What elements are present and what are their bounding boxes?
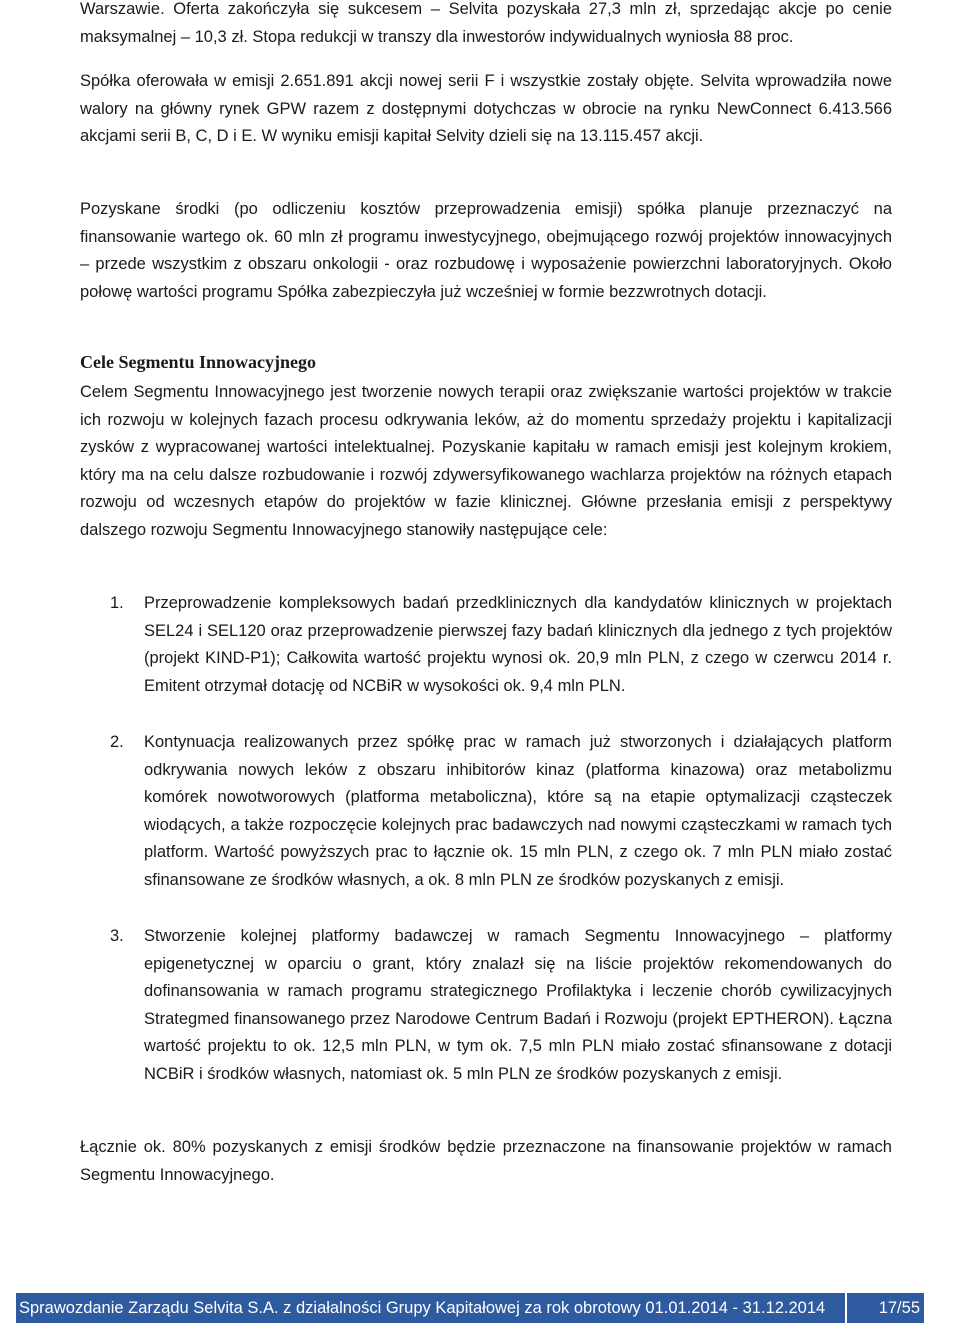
footer-divider [845, 1293, 847, 1323]
paragraph-segment-goals: Celem Segmentu Innowacyjnego jest tworzenie nowych terapii oraz zwiększanie wartości projektów w trakcie ich rozwoju w kolejnych fazach procesu odkrywania leków, aż do momentu sprzedaży projektu i kapitalizacji zysków z wypracowanej wartości intelektualnej. Pozyskanie kapitału w ramach emisji jest kolejnym krokiem, który ma na celu dalsze rozbudowanie i rozwój zdywersyfikowanego wachlarza projektów na różnych etapach rozwoju od wczesnych etapów do projektów w fazie klinicznej. Główne przesłania emisji z perspektywy dalszego rozwoju Segmentu Innowacyjnego stanowiły następujące cele: [80, 383, 892, 539]
page-footer [16, 1293, 924, 1323]
list-item-number: 3. [110, 927, 124, 945]
section-heading: Cele Segmentu Innowacyjnego [80, 352, 316, 372]
list-item [80, 729, 892, 894]
list-item [80, 590, 892, 700]
list-item-text: Stworzenie kolejnej platformy badawczej w ramach Segmentu Innowacyjnego – platformy epigenetycznej w oparciu o grant, który znalazł się na liście projektów rekomendowanych do dofinansowania w ramach programu strategicznego Profilaktyka i leczenie chorób cywilizacyjnych Strategmed finansowanego przez Narodowe Centrum Badań i Rozwoju (projekt EPTHERON). Łączna wartość projektu to ok. 12,5 mln PLN, w tym ok. 7,5 mln PLN miało zostać sfinansowane z dotacji NCBiR i środków własnych, natomiast ok. 5 mln PLN ze środków pozyskanych z emisji. [144, 927, 892, 1083]
list-item-number: 2. [110, 733, 124, 751]
page-number: 17/55 [878, 1299, 920, 1317]
paragraph-funds-use: Pozyskane środki (po odliczeniu kosztów przeprowadzenia emisji) spółka planuje przeznaczyć na finansowanie wartego ok. 60 mln zł programu inwestycyjnego, obejmującego rozwój projektów innowacyjnych – przede wszystkim z obszaru onkologii - oraz rozbudowę i wyposażenie powierzchni laboratoryjnych. Około połowę wartości programu Spółka zabezpieczyła już wcześniej w formie bezzwrotnych dotacji. [80, 200, 892, 301]
paragraph-summary: Łącznie ok. 80% pozyskanych z emisji środków będzie przeznaczone na finansowanie projektów w ramach Segmentu Innowacyjnego. [80, 1138, 892, 1184]
footer-report-title: Sprawozdanie Zarządu Selvita S.A. z działalności Grupy Kapitałowej za rok obrotowy 01.01.2014 - 31.12.2014 [19, 1299, 826, 1317]
list-item-text: Przeprowadzenie kompleksowych badań przedklinicznych dla kandydatów klinicznych w projektach SEL24 i SEL120 oraz przeprowadzenie pierwszej fazy badań klinicznych dla jednego z tych projektów (projekt KIND-P1); Całkowita wartość projektu wynosi ok. 20,9 mln PLN, z czego w czerwcu 2014 r. Emitent otrzymał dotację od NCBiR w wysokości ok. 9,4 mln PLN. [144, 594, 892, 695]
paragraph-offer-result: Warszawie. Oferta zakończyła się sukcesem – Selvita pozyskała 27,3 mln zł, sprzedając akcje po cenie maksymalnej – 10,3 zł. Stopa redukcji w transzy dla inwestorów indywidualnych wyniosła 88 proc. [80, 0, 892, 46]
list-item-text: Kontynuacja realizowanych przez spółkę prac w ramach już stworzonych i działających platform odkrywania nowych leków z obszaru inhibitorów kinaz (platforma kinazowa) oraz metabolizmu komórek nowotworowych (platforma metaboliczna), które są na etapie optymalizacji cząsteczek wiodących, a także rozpoczęcie kolejnych prac badawczych nad nowymi cząsteczkami w ramach tych platform. Wartość powyższych prac to łącznie ok. 15 mln PLN, z czego ok. 7 mln PLN miało zostać sfinansowane ze środków własnych, a ok. 8 mln PLN ze środków pozyskanych z emisji. [144, 733, 892, 889]
paragraph-share-issue: Spółka oferowała w emisji 2.651.891 akcji nowej serii F i wszystkie zostały objęte. Selvita wprowadziła nowe walory na główny rynek GPW razem z dostępnymi dotychczas w obrocie na rynku NewConnect 6.413.566 akcjami serii B, C, D i E. W wyniku emisji kapitał Selvity dzieli się na 13.115.457 akcji. [80, 72, 892, 145]
list-item-number: 1. [110, 594, 124, 612]
list-item [80, 923, 892, 1088]
